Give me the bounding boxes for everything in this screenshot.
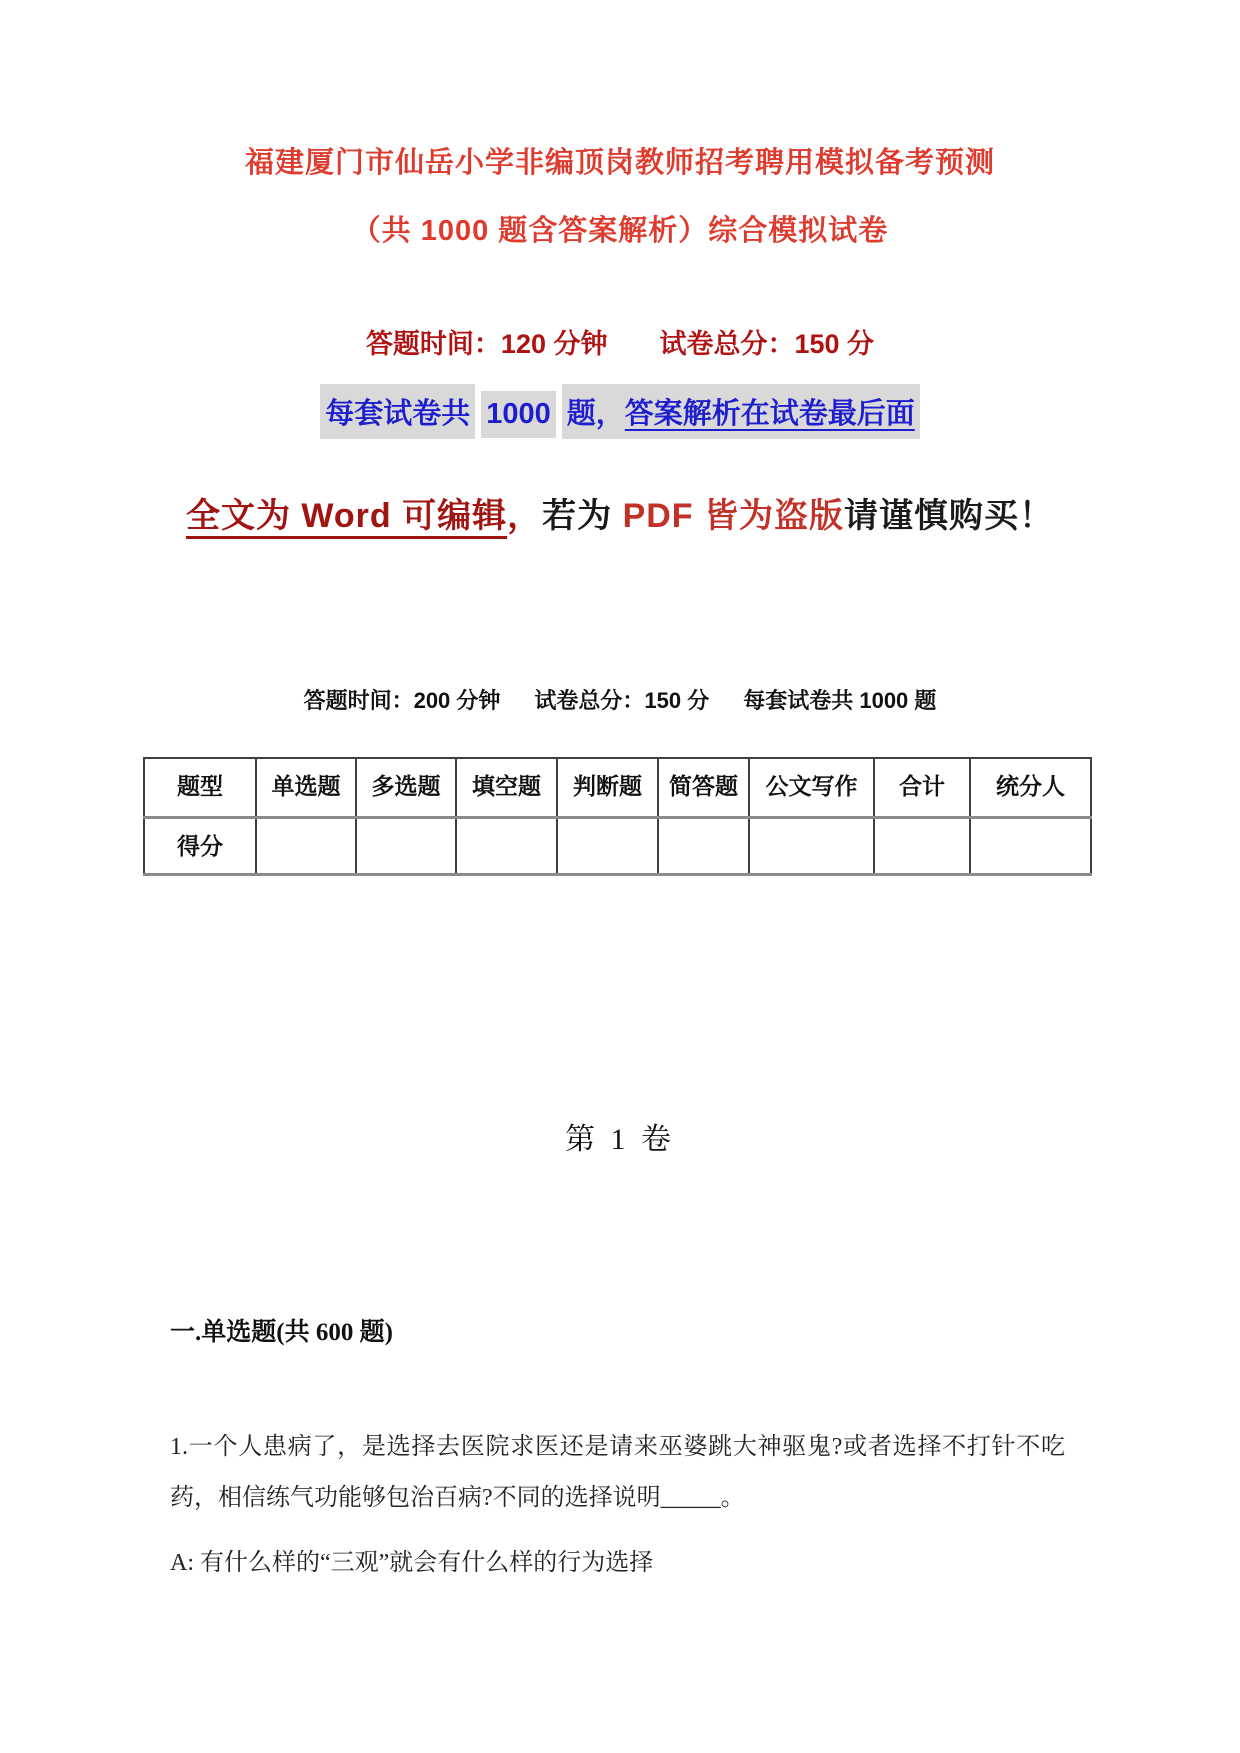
exam-stats-black [0, 684, 1240, 715]
score-cell [557, 818, 658, 875]
score-table-score-row [144, 818, 1091, 875]
answer-time-label-2: 答题时间：200 分钟 [303, 688, 501, 713]
header-cell-total: 合计 [874, 758, 970, 818]
score-table-header-row [144, 758, 1091, 818]
exam-stats-red [0, 322, 1240, 361]
anti-piracy-notice [0, 488, 1240, 537]
header-cell-blank: 填空题 [456, 758, 557, 818]
score-cell [749, 818, 874, 875]
score-cell [874, 818, 970, 875]
score-cell [256, 818, 356, 875]
highlight-chip-2: 1000 [481, 391, 556, 438]
header-cell-multi: 多选题 [356, 758, 456, 818]
header-cell-judge: 判断题 [557, 758, 658, 818]
highlight-chip-1: 每套试卷共 [320, 384, 475, 439]
answer-time-label: 答题时间：120 分钟 [365, 329, 608, 359]
score-table [143, 757, 1092, 876]
total-score-label: 试卷总分：150 分 [659, 329, 875, 359]
header-cell-scorer: 统分人 [970, 758, 1091, 818]
notice-if-text: 若为 [542, 497, 623, 535]
total-score-label-2: 试卷总分：150 分 [534, 688, 710, 713]
volume-title: 第 1 卷 [565, 1123, 675, 1156]
pdf-pirated-text: PDF 皆为盗版 [622, 497, 845, 535]
header-cell-short: 简答题 [658, 758, 749, 818]
section-title: 一.单选题(共 600 题) [170, 1319, 393, 1346]
question-1-option-a: A: 有什么样的“三观”就会有什么样的行为选择 [170, 1550, 654, 1576]
notice-comma: ， [507, 497, 543, 535]
score-cell [356, 818, 456, 875]
header-cell-official: 公文写作 [749, 758, 874, 818]
score-cell [658, 818, 749, 875]
header-cell-single: 单选题 [256, 758, 356, 818]
exam-title-line1: 福建厦门市仙岳小学非编顶岗教师招考聘用模拟备考预测 [244, 147, 995, 179]
answer-location-link[interactable]: 答案解析在试卷最后面 [624, 398, 915, 430]
header-cell-type: 题型 [144, 758, 256, 818]
exam-title-line2: （共 1000 题含答案解析）综合模拟试卷 [351, 215, 889, 247]
highlight-plain-text: 题， [566, 398, 625, 430]
highlight-line [0, 384, 1240, 439]
purchase-warning-text: 请谨慎购买！ [844, 497, 1055, 535]
highlight-chip-3 [562, 384, 920, 439]
score-cell [970, 818, 1091, 875]
question-1-text: 1.一个人患病了，是选择去医院求医还是请来巫婆跳大神驱鬼?或者选择不打针不吃药，相信练气功能够包治百病?不同的选择说明_____。 [170, 1434, 1065, 1511]
word-editable-text: 全文为 Word 可编辑 [185, 497, 508, 535]
score-row-label: 得分 [144, 818, 256, 875]
score-cell [456, 818, 557, 875]
question-count-label: 每套试卷共 1000 题 [743, 688, 937, 713]
